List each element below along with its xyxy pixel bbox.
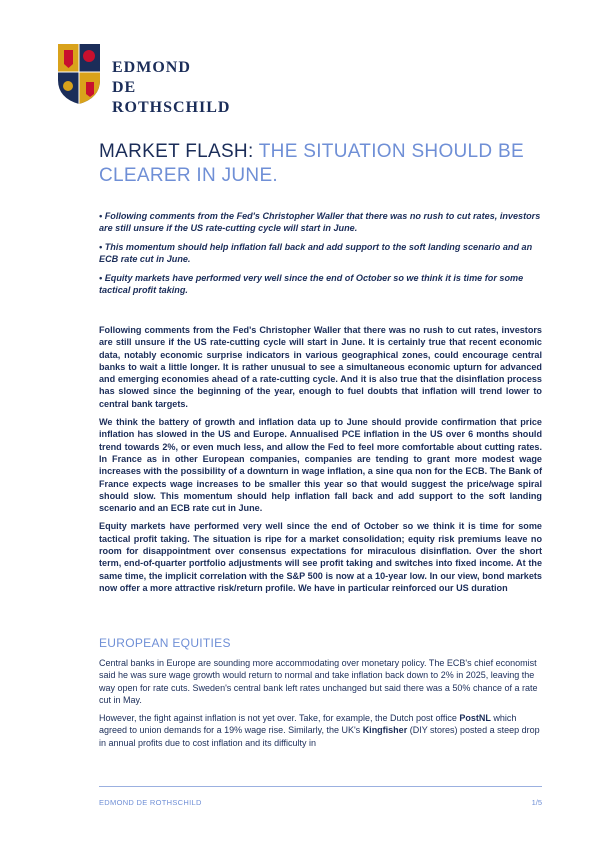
section-paragraph: Central banks in Europe are sounding more accommodating over monetary policy. The ECB's chief economist said he was sure wage growth would return to normal and take inflation back down to 2% in 2025, leaving the way open for rate cuts. Sweden's central bank left rates unchanged but said there was a 50% chance of a rate cut in May. bbox=[99, 658, 538, 705]
body-paragraph: We think the battery of growth and inflation data up to June should provide confirmation that price inflation has slowed in the US and Europe. Annualised PCE inflation in the US over 6 months should trend towards 2%, or even much less, and allow the Fed to feel more comfortable about cutting rates. In France as in other European companies, companies are tending to grant more modest wage increases with the possibility of a downturn in wage inflation, a sine qua non for the ECB. The Bank of France expects wage increases to be smaller this year so that would suggest the price/wage spiral should slow. This momentum should help inflation fall back and add support to the soft landing scenario and an ECB rate cut in June. bbox=[99, 417, 542, 514]
title-main: THE SITUATION SHOULD BE CLEARER IN JUNE. bbox=[99, 141, 524, 186]
body-paragraph: Following comments from the Fed's Christopher Waller that there was no rush to cut rates, investors are still unsure if the US rate-cutting cycle will start in June. It is certainly true that recent economic data, notably economic surprise indicators in various geographical zones, could encourage central banks to wait a little longer. It is rather unusual to see a simultaneous economic upturn for advanced and emerging economies ahead of a rate-cutting cycle. And it is also true that the disinflation process has slowed since the beginning of the year, enough to fuel doubts that inflation will trend lower to central bank targets. bbox=[99, 325, 542, 409]
body-paragraph: Equity markets have performed very well since the end of October so we think it is time for some tactical profit taking. The situation is ripe for a market consolidation; equity risk premiums leave no room for disappointment over consensus expectations for miraculous disinflation. Over the short term, end-of-quarter portfolio adjustments will see profit taking and switches into fixed income. At the same time, the implicit correlation with the S&P 500 is now at a 10-year low. In our view, bond markets now offer a more attractive risk/return profile. We have in particular reinforced our US duration bbox=[99, 521, 542, 593]
company-name: Kingfisher bbox=[362, 725, 408, 736]
summary-bullet: • Equity markets have performed very well since the end of October so we think it is time for some tactical profit taking. bbox=[99, 273, 524, 295]
section-heading: EUROPEAN EQUITIES bbox=[99, 636, 231, 650]
company-name: PostNL bbox=[459, 713, 491, 724]
brand-name bbox=[112, 58, 236, 118]
footer-divider bbox=[99, 786, 542, 787]
footer-brand: EDMOND DE ROTHSCHILD bbox=[99, 798, 202, 807]
section-body bbox=[99, 657, 542, 755]
summary-bullets bbox=[99, 210, 542, 303]
para-text: However, the fight against inflation is not yet over. Take, for example, the Dutch post office bbox=[99, 713, 460, 724]
page-number: 1/5 bbox=[531, 798, 542, 807]
para-text: which agreed to union demands for a 19% wage rise. Similarly, the UK's bbox=[99, 713, 517, 736]
summary-bullet: • Following comments from the Fed's Christopher Waller that there was no rush to cut rates, investors are still unsure if the US rate-cutting cycle will start in June. bbox=[99, 211, 541, 233]
section-paragraph bbox=[99, 712, 542, 749]
main-body bbox=[99, 324, 542, 600]
title-prefix: MARKET FLASH: bbox=[99, 141, 259, 162]
para-text: (DIY stores) posted a steep drop in annual profits due to cost inflation and its difficulty in bbox=[99, 725, 540, 748]
edmond-de-rothschild-logo bbox=[56, 42, 236, 116]
brand-line-2: DE ROTHSCHILD bbox=[112, 79, 231, 116]
summary-bullet: • This momentum should help inflation fall back and add support to the soft landing scenario and an ECB rate cut in June. bbox=[99, 242, 533, 264]
page-title bbox=[99, 140, 539, 188]
crest-icon bbox=[56, 42, 102, 106]
brand-line-1: EDMOND bbox=[112, 59, 191, 76]
